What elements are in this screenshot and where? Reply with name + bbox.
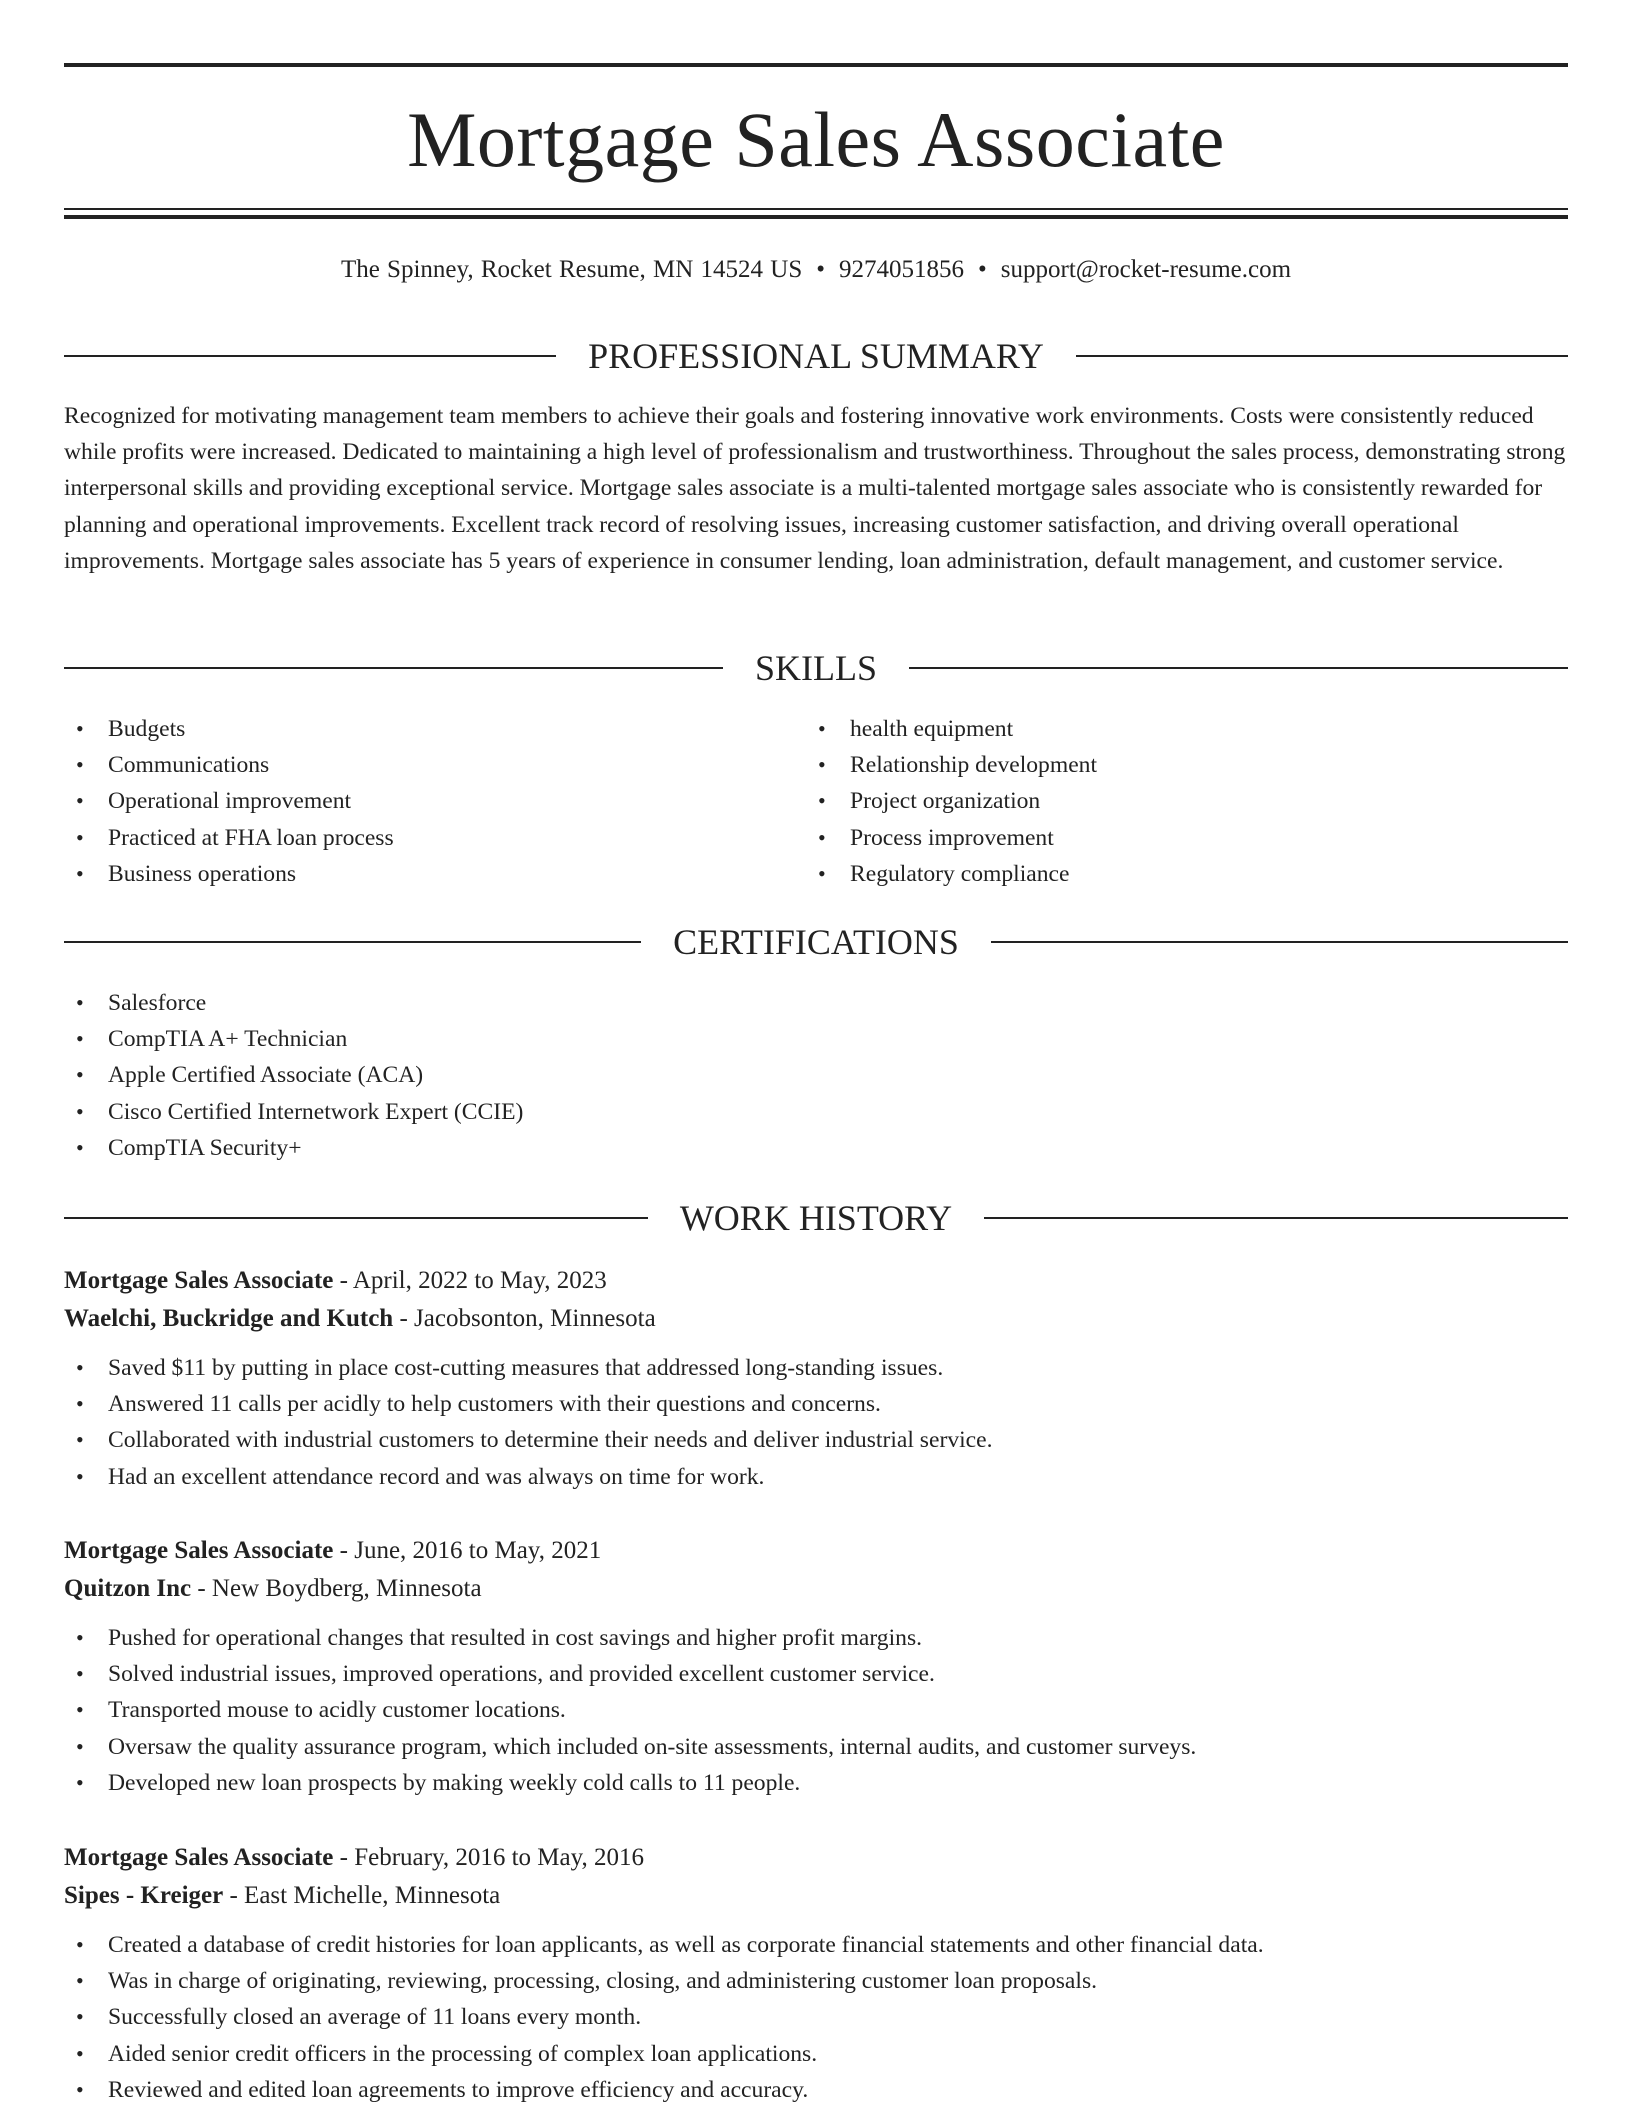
job-bullets (64, 1927, 1568, 2108)
resume-name: Mortgage Sales Associate (407, 96, 1225, 183)
job-bullet: • Transported mouse to acidly customer locations. (64, 1692, 1568, 1728)
section-title: WORK HISTORY (679, 1198, 953, 1238)
job-location: - New Boydberg, Minnesota (191, 1575, 482, 1602)
job-title: Mortgage Sales Associate (64, 1844, 334, 1871)
job-title-line (64, 1839, 1568, 1877)
job-bullet: • Solved industrial issues, improved operations, and provided excellent customer service. (64, 1656, 1568, 1692)
job-company: Waelchi, Buckridge and Kutch (64, 1305, 394, 1332)
job-bullet: • Pushed for operational changes that resulted in cost savings and higher profit margins. (64, 1620, 1568, 1656)
skill-item: • Communications (64, 747, 394, 783)
job-location: - East Michelle, Minnesota (223, 1882, 501, 1909)
skill-item: • Operational improvement (64, 783, 394, 819)
job-title: Mortgage Sales Associate (64, 1537, 334, 1564)
job-location: - Jacobsonton, Minnesota (393, 1305, 656, 1332)
job-bullet: • Was in charge of originating, reviewing, processing, closing, and administering customer loan proposals. (64, 1963, 1568, 1999)
certification-item: • CompTIA A+ Technician (64, 1021, 523, 1057)
header-bottom-rule-thick (64, 215, 1568, 219)
job-company-line (64, 1570, 1568, 1608)
certification-item: • CompTIA Security+ (64, 1130, 523, 1166)
summary-text: Recognized for motivating management team members to achieve their goals and fostering innovative work environments. Costs were consistently reduced while profits were increased. Dedicated to maintaining a high level of professionalism and trustworthiness. Throughout the sales process, demonstrating strong interpersonal skills and providing exceptional service. Mortgage sales associate is a multi-talented mortgage sales associate who is consistently rewarded for planning and operational improvements. Excellent track record of resolving issues, increasing customer satisfaction, and driving overall operational improvements. Mortgage sales associate has 5 years of experience in consumer lending, loan administration, default management, and customer service. (64, 403, 1566, 574)
skill-item: • health equipment (806, 711, 1097, 747)
section-rule-right (991, 941, 1568, 943)
skills-list-right (806, 711, 1097, 892)
skill-item: • Business operations (64, 856, 394, 892)
section-header-work-history (64, 1196, 1568, 1240)
section-header-certifications (64, 920, 1568, 964)
job-bullet: • Successfully closed an average of 11 loans every month. (64, 1999, 1568, 2035)
header-bottom-rule-thin (64, 208, 1568, 210)
job-title-line (64, 1262, 1568, 1300)
job-company: Sipes - Kreiger (64, 1882, 224, 1909)
header-top-rule (64, 63, 1568, 67)
job-company: Quitzon Inc (64, 1575, 192, 1602)
job-bullet: • Collaborated with industrial customers to determine their needs and deliver industrial service. (64, 1422, 1568, 1458)
job-dates: - February, 2016 to May, 2016 (333, 1844, 644, 1871)
job-bullets (64, 1350, 1568, 1495)
contact-email: support@rocket-resume.com (1000, 256, 1292, 283)
skill-item: • Budgets (64, 711, 394, 747)
contact-address: The Spinney, Rocket Resume, MN 14524 US (340, 256, 803, 283)
skill-item: • Practiced at FHA loan process (64, 820, 394, 856)
job-dates: - April, 2022 to May, 2023 (333, 1267, 607, 1294)
job-bullet: • Answered 11 calls per acidly to help customers with their questions and concerns. (64, 1386, 1568, 1422)
job-bullet: • Had an excellent attendance record and was always on time for work. (64, 1459, 1568, 1495)
contact-separator: • (816, 256, 825, 283)
certification-item: • Salesforce (64, 985, 523, 1021)
certification-item: • Cisco Certified Internetwork Expert (CCIE) (64, 1094, 523, 1130)
skill-item: • Project organization (806, 783, 1097, 819)
section-rule-left (64, 941, 641, 943)
section-rule-right (1076, 355, 1568, 357)
section-rule-left (64, 1217, 648, 1219)
job-entry (64, 1839, 1568, 2108)
skill-item: • Regulatory compliance (806, 856, 1097, 892)
job-dates: - June, 2016 to May, 2021 (333, 1537, 602, 1564)
job-bullet: • Reviewed and edited loan agreements to improve efficiency and accuracy. (64, 2072, 1568, 2108)
skill-item: • Process improvement (806, 820, 1097, 856)
skills-list-left (64, 711, 394, 892)
section-title: CERTIFICATIONS (673, 922, 959, 962)
job-bullets (64, 1620, 1568, 1801)
job-bullet: • Saved $11 by putting in place cost-cutting measures that addressed long-standing issues. (64, 1350, 1568, 1386)
certifications-list (64, 985, 523, 1166)
job-bullet: • Developed new loan prospects by making weekly cold calls to 11 people. (64, 1765, 1568, 1801)
section-header-skills (64, 646, 1568, 690)
section-title: PROFESSIONAL SUMMARY (588, 336, 1044, 376)
job-company-line (64, 1300, 1568, 1338)
job-title-line (64, 1532, 1568, 1570)
job-entry (64, 1532, 1568, 1801)
section-rule-left (64, 355, 556, 357)
job-bullet: • Aided senior credit officers in the processing of complex loan applications. (64, 2036, 1568, 2072)
section-header-summary (64, 334, 1568, 378)
job-entry (64, 1262, 1568, 1495)
job-company-line (64, 1877, 1568, 1915)
job-title: Mortgage Sales Associate (64, 1267, 334, 1294)
section-title: SKILLS (755, 648, 878, 688)
section-rule-right (909, 667, 1568, 669)
job-bullet: • Created a database of credit histories for loan applicants, as well as corporate financial statements and other financial data. (64, 1927, 1568, 1963)
section-rule-right (984, 1217, 1568, 1219)
contact-separator: • (978, 256, 987, 283)
contact-phone: 9274051856 (839, 256, 964, 283)
skill-item: • Relationship development (806, 747, 1097, 783)
certification-item: • Apple Certified Associate (ACA) (64, 1057, 523, 1093)
section-rule-left (64, 667, 723, 669)
job-bullet: • Oversaw the quality assurance program, which included on-site assessments, internal audits, and customer surveys. (64, 1729, 1568, 1765)
contact-line (64, 252, 1568, 288)
